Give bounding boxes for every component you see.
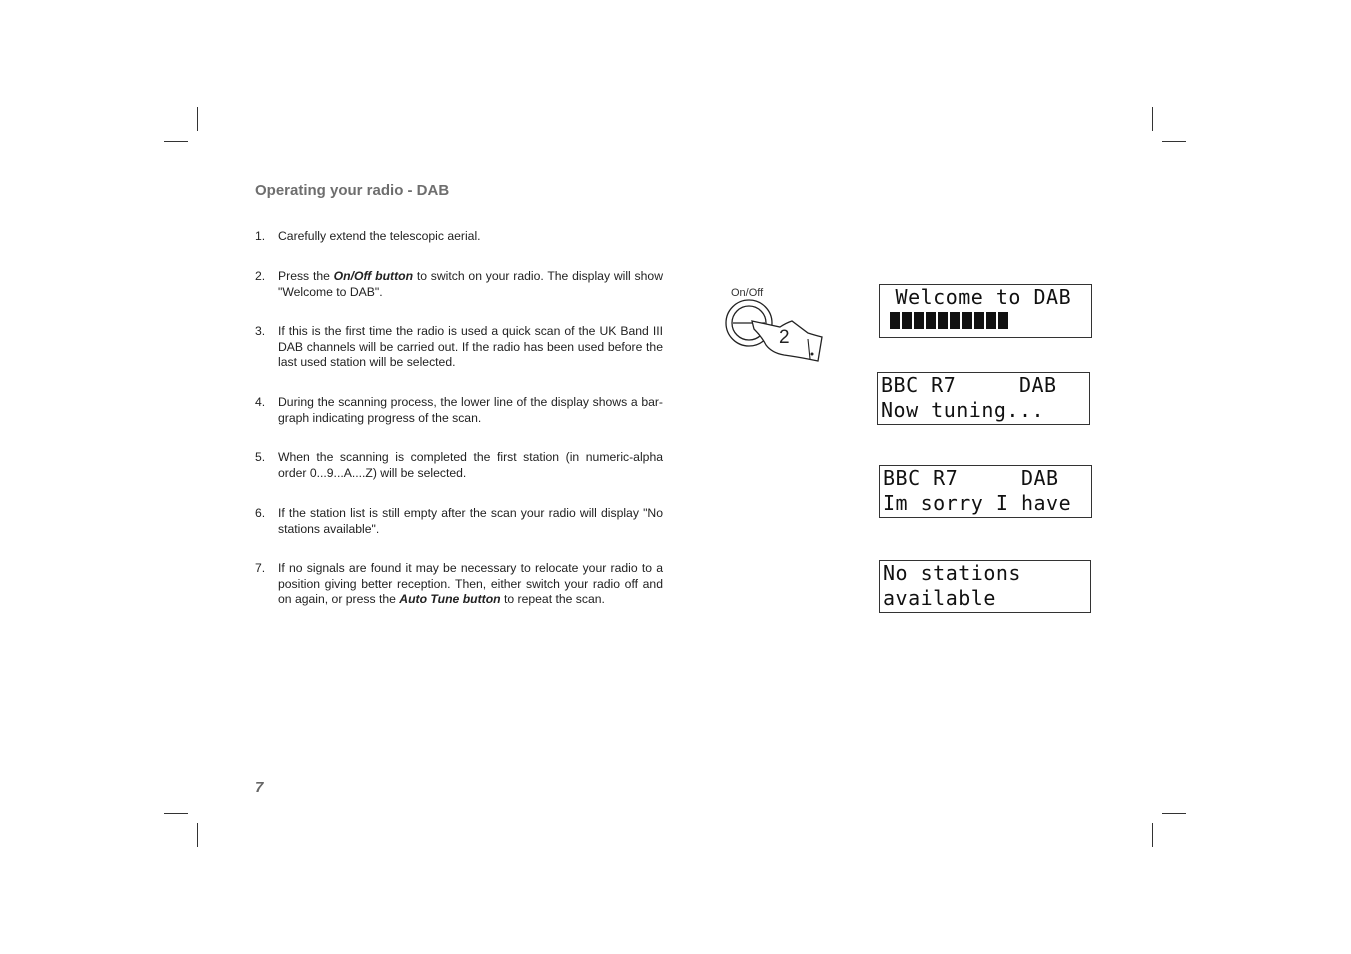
progress-block (986, 312, 996, 329)
progress-block (974, 312, 984, 329)
section-title: Operating your radio - DAB (255, 182, 450, 199)
step-text: If the station list is still empty after the scan your radio will display "No stations available". (278, 506, 663, 536)
crop-mark (1152, 107, 1153, 131)
on-off-button-ref: On/Off button (333, 269, 414, 283)
lcd-line-2: Im sorry I have (883, 491, 1072, 515)
progress-block (962, 312, 972, 329)
lcd-display-tuning (877, 372, 1090, 425)
lcd-display-no-stations (879, 560, 1091, 613)
step-text: Carefully extend the telescopic aerial. (278, 229, 481, 243)
crop-mark (164, 141, 188, 142)
on-off-label: On/Off (731, 287, 764, 299)
progress-block (950, 312, 960, 329)
on-off-button-figure (722, 285, 832, 365)
crop-mark (197, 823, 198, 847)
step-number: 3. (255, 324, 266, 338)
lcd-display-welcome (879, 284, 1092, 338)
lcd-display-sorry (879, 465, 1092, 518)
crop-mark (1162, 813, 1186, 814)
page-number: 7 (255, 779, 264, 796)
step-text: When the scanning is completed the first station (in numeric-alpha order 0...9...A....Z) will be selected. (278, 450, 663, 480)
step-number: 6. (255, 506, 266, 520)
crop-mark (164, 813, 188, 814)
step-number: 2. (255, 269, 266, 283)
lcd-line-1: Welcome to DAB (883, 285, 1072, 309)
crop-mark (197, 107, 198, 131)
progress-block (914, 312, 924, 329)
progress-block (938, 312, 948, 329)
step-number: 1. (255, 229, 266, 243)
progress-block (926, 312, 936, 329)
step-number: 4. (255, 395, 266, 409)
callout-number: 2 (779, 327, 790, 348)
lcd-line-2: Now tuning... (881, 398, 1045, 422)
step-text: During the scanning process, the lower line of the display shows a bar-graph indicating progress of the scan. (278, 395, 663, 425)
progress-block (902, 312, 912, 329)
step-text: If no signals are found it may be necessary to relocate your radio to a position giving better reception. Then, either switch your radio off and on again, or press the Auto Tune button to repeat the scan. (278, 561, 663, 607)
progress-block (890, 312, 900, 329)
crop-mark (1162, 141, 1186, 142)
lcd-line-1: BBC R7 DAB (883, 466, 1059, 490)
step-text: Press the On/Off button to switch on your radio. The display will show "Welcome to DAB". (278, 269, 663, 299)
step-number: 5. (255, 450, 266, 464)
crop-mark (1152, 823, 1153, 847)
step-number: 7. (255, 561, 266, 575)
scan-progress-bar (890, 312, 1008, 329)
step-text: If this is the first time the radio is used a quick scan of the UK Band III DAB channels will be carried out. If the radio has been used before the last used station will be selected. (278, 324, 663, 370)
auto-tune-button-ref: Auto Tune button (399, 592, 501, 607)
lcd-line-1: No stations (883, 561, 1021, 585)
progress-block (998, 312, 1008, 329)
lcd-line-2: available (883, 586, 996, 610)
lcd-line-1: BBC R7 DAB (881, 373, 1057, 397)
